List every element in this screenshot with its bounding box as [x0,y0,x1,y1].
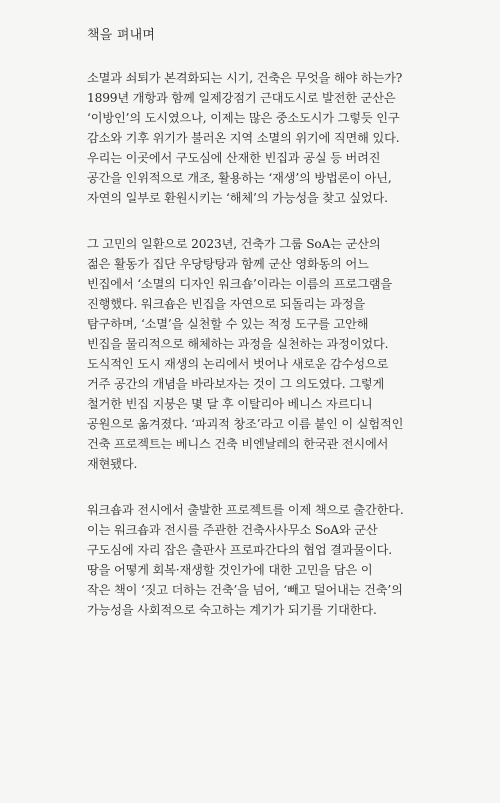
text-line: 도식적인 도시 재생의 논리에서 벗어나 새로운 감수성으로 [87,357,389,371]
text-line: 건축 프로젝트는 베니스 건축 비엔날레의 한국관 전시에서 [87,437,389,451]
text-line: 공원으로 옮겨졌다. ‘파괴적 창조’라고 이름 붙인 이 실험적인 [87,417,404,431]
text-line: 탐구하며, ‘소멸’을 실천할 수 있는 적정 도구를 고안해 [87,317,369,331]
text-line: 작은 책이 ‘짓고 더하는 건축’을 넘어, ‘빼고 덜어내는 건축’의 [87,583,403,597]
text-line: 공간을 인위적으로 개조, 활용하는 ‘재생’의 방법론이 아닌, [87,171,392,185]
text-line: 이는 워크숍과 전시를 주관한 건축사사무소 SoA와 군산 [87,523,378,537]
text-line: 거주 공간의 개념을 바라보자는 것이 그 의도였다. 그렇게 [87,377,385,391]
text-line: 소멸과 쇠퇴가 본격화되는 시기, 건축은 무엇을 해야 하는가? [87,71,403,85]
text-line: 젊은 활동가 집단 우당탕탕과 함께 군산 영화동의 어느 [87,257,369,271]
text-line: 철거한 빈집 지붕은 몇 달 후 이탈리아 베니스 자르디니 [87,397,373,411]
preface-paragraph-2 [87,234,470,474]
preface-paragraph-3 [87,500,470,620]
text-line: 그 고민의 일환으로 2023년, 건축가 그룹 SoA는 군산의 [87,237,381,251]
text-line: 진행했다. 워크숍은 빈집을 자연으로 되돌리는 과정을 [87,297,366,311]
text-line: 빈집을 물리적으로 해체하는 과정을 실천하는 과정이었다. [87,337,389,351]
text-line: 워크숍과 전시에서 출발한 프로젝트를 이제 책으로 출간한다. [87,503,404,517]
text-line: 빈집에서 ‘소멸의 디자인 워크숍’이라는 이름의 프로그램을 [87,277,393,291]
text-line: 재현됐다. [87,457,138,471]
preface-title: 책을 펴내며 [87,28,156,43]
text-line: ‘이방인’의 도시였으나, 이제는 많은 중소도시가 그렇듯 인구 [87,111,400,125]
text-line: 땅을 어떻게 회복·재생할 것인가에 대한 고민을 담은 이 [87,563,373,577]
preface-paragraph-1 [87,68,470,208]
text-line: 구도심에 자리 잡은 출판사 프로파간다의 협업 결과물이다. [87,543,393,557]
text-line: 1899년 개항과 함께 일제강점기 근대도시로 발전한 군산은 [87,91,396,105]
text-line: 감소와 기후 위기가 불러온 지역 소멸의 위기에 직면해 있다. [87,131,400,145]
text-line: 우리는 이곳에서 구도심에 산재한 빈집과 공실 등 버려진 [87,151,381,165]
text-line: 가능성을 사회적으로 숙고하는 계기가 되기를 기대한다. [87,603,377,617]
text-line: 자연의 일부로 환원시키는 ‘해체’의 가능성을 찾고 싶었다. [87,191,388,205]
